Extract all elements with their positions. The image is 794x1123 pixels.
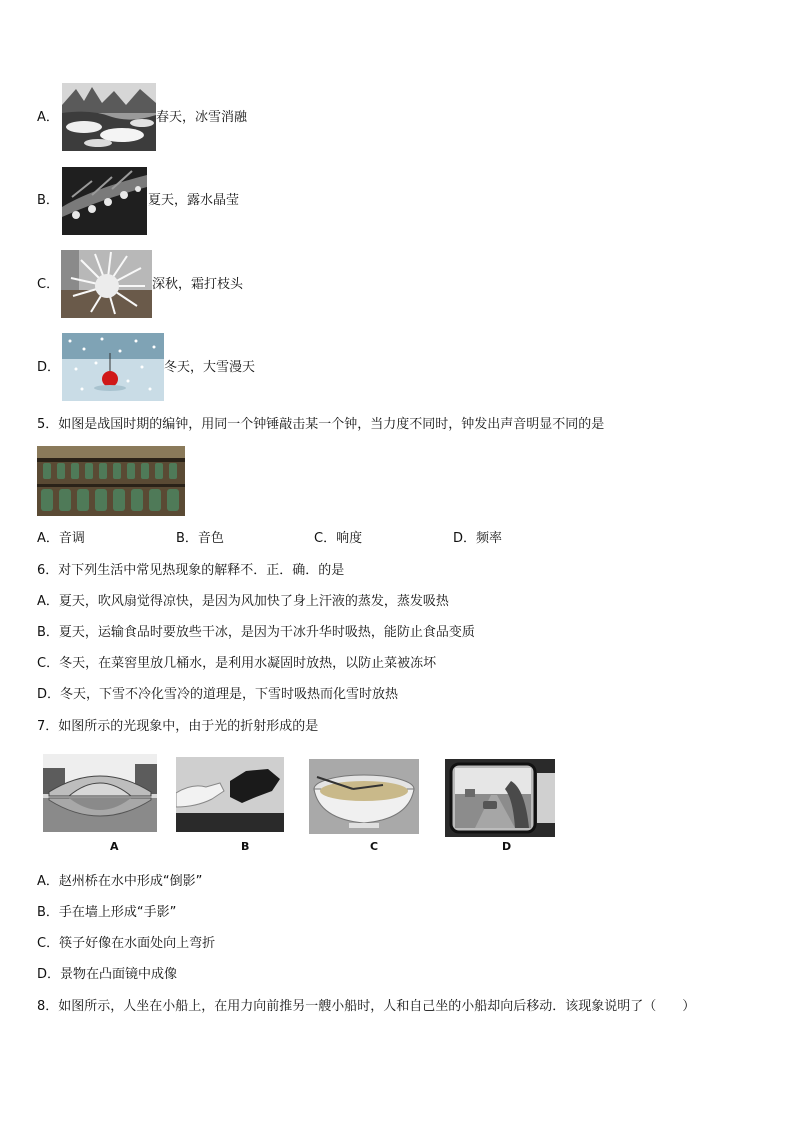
- q4-option-d-letter: D．: [37, 360, 61, 375]
- q7-option-a: A．赵州桥在水中形成“倒影”: [37, 874, 203, 889]
- q4-option-a-text: 春天，冰雪消融: [156, 110, 248, 125]
- q4-option-b-text: 夏天，露水晶莹: [148, 193, 240, 208]
- q6-option-d: D．冬天，下雪不冷化雪冷的道理是，下雪时吸热而化雪时放热: [37, 687, 399, 702]
- q5-option-d: D．频率: [453, 531, 503, 546]
- q5-option-c: C．响度: [314, 531, 363, 546]
- q7-caption-a: A: [110, 840, 119, 853]
- snow-melting-image: [62, 83, 156, 151]
- q5-option-b: B．音色: [176, 531, 224, 546]
- q8-stem: 8．如图所示，人坐在小船上，在用力向前推另一艘小船时，人和自己坐的小船却向后移动．该现象说明了（ ）: [37, 999, 696, 1014]
- q5-option-a: A．音调: [37, 531, 85, 546]
- frost-branch-image: [61, 250, 152, 318]
- dew-drops-image: [62, 167, 147, 235]
- chopstick-bowl-image: [309, 759, 419, 834]
- q4-option-c-text: 深秋，霜打枝头: [152, 277, 244, 292]
- q7-caption-d: D: [502, 840, 512, 853]
- q7-caption-c: C: [370, 840, 379, 853]
- q5-stem: 5．如图是战国时期的编钟，用同一个钟锤敲击某一个钟，当力度不同时，钟发出声音明显不同的是: [37, 417, 605, 432]
- chime-bells-image: [37, 446, 185, 516]
- snowfall-image: [62, 333, 164, 401]
- convex-mirror-image: [445, 759, 555, 837]
- q4-option-d-text: 冬天，大雪漫天: [164, 360, 256, 375]
- q6-option-b: B．夏天，运输食品时要放些干冰，是因为干冰升华时吸热，能防止食品变质: [37, 625, 475, 640]
- q6-option-c: C．冬天，在菜窖里放几桶水，是利用水凝固时放热，以防止菜被冻坏: [37, 656, 437, 671]
- bridge-reflection-image: [43, 754, 157, 832]
- q7-option-c: C．筷子好像在水面处向上弯折: [37, 936, 216, 951]
- q4-option-c-letter: C．: [37, 277, 60, 292]
- q4-option-b-letter: B．: [37, 193, 59, 208]
- hand-shadow-image: [176, 757, 284, 832]
- q7-stem: 7．如图所示的光现象中，由于光的折射形成的是: [37, 719, 319, 734]
- q4-option-a-letter: A．: [37, 110, 59, 125]
- q6-stem: 6．对下列生活中常见热现象的解释不．正．确．的是: [37, 563, 345, 578]
- q7-caption-b: B: [241, 840, 250, 853]
- q7-option-b: B．手在墙上形成“手影”: [37, 905, 177, 920]
- q6-option-a: A．夏天，吹风扇觉得凉快，是因为风加快了身上汗液的蒸发，蒸发吸热: [37, 594, 449, 609]
- q7-option-d: D．景物在凸面镜中成像: [37, 967, 178, 982]
